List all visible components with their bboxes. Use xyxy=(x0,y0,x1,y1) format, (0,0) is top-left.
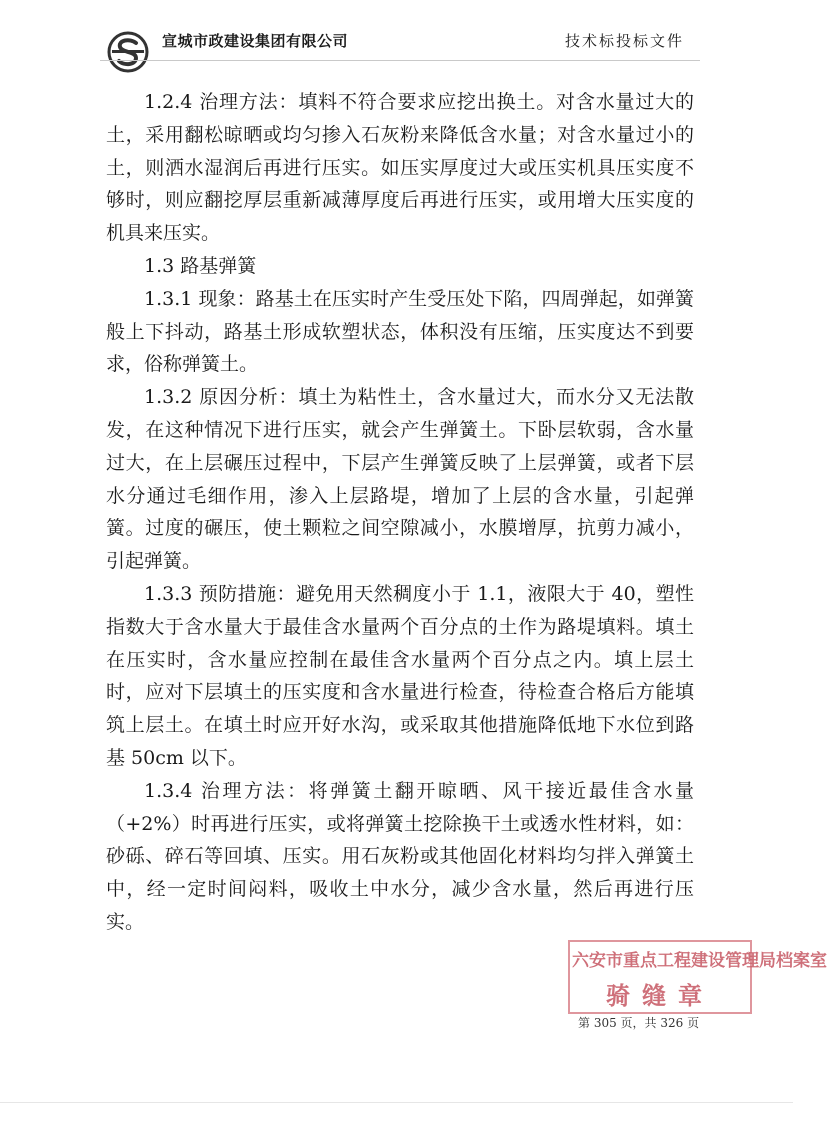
paragraph-1-2-4: 1.2.4 治理方法：填料不符合要求应挖出换土。对含水量过大的土，采用翻松晾晒或均匀掺入石灰粉来降低含水量；对含水量过小的土，则洒水湿润后再进行压实。如压实厚度过大或压实机具压实度不够时，则应翻挖厚层重新减薄厚度后再进行压实，或用增大压实度的机具来压实。 xyxy=(106,91,694,245)
company-name: 宣城市政建设集团有限公司 xyxy=(162,32,349,50)
paragraph-1-3-1: 1.3.1 现象：路基土在压实时产生受压处下陷，四周弹起，如弹簧般上下抖动，路基土形成软塑状态，体积没有压缩，压实度达不到要求，俗称弹簧土。 xyxy=(106,287,694,376)
header-divider xyxy=(100,60,700,61)
paragraph-1-3-3: 1.3.3 预防措施：避免用天然稠度小于 1.1，液限大于 40，塑性指数大于含水量大于最佳含水量两个百分点的土作为路堤填料。填土在压实时，含水量应控制在最佳含水量两个百分点之内。填上层土时，应对下层填土的压实度和含水量进行检查，待检查合格后方能填筑上层土。在填土时应开好水沟，或采取其他措施降低地下水位到路基 50cm 以下。 xyxy=(106,582,694,769)
company-logo-icon xyxy=(106,30,150,74)
bottom-divider xyxy=(0,1102,793,1103)
paragraph-1-3-4: 1.3.4 治理方法：将弹簧土翻开晾晒、风干接近最佳含水量（+2%）时再进行压实，或将弹簧土挖除换干土或透水性材料，如：砂砾、碎石等回填、压实。用石灰粉或其他固化材料均匀拌入弹簧土中，经一定时间闷料，吸收土中水分，减少含水量，然后再进行压实。 xyxy=(106,779,694,933)
stamp-title-text: 骑缝章 xyxy=(606,981,714,1010)
page-header xyxy=(0,0,793,80)
document-type: 技术标投标文件 xyxy=(565,32,685,50)
section-heading-1-3: 1.3 路基弹簧 xyxy=(144,254,257,277)
document-body xyxy=(106,86,694,939)
page-number: 第 305 页，共 326 页 xyxy=(578,1016,700,1030)
stamp-org-text: 六安市重点工程建设管理局档案室 xyxy=(572,951,827,971)
paragraph-1-3-2: 1.3.2 原因分析：填土为粘性土，含水量过大，而水分又无法散发，在这种情况下进行压实，就会产生弹簧土。下卧层软弱，含水量过大，在上层碾压过程中，下层产生弹簧反映了上层弹簧，或者下层水分通过毛细作用，渗入上层路堤，增加了上层的含水量，引起弹簧。过度的碾压，使土颗粒之间空隙减小，水膜增厚，抗剪力减小，引起弹簧。 xyxy=(106,386,694,573)
seam-seal-stamp xyxy=(568,940,827,1016)
